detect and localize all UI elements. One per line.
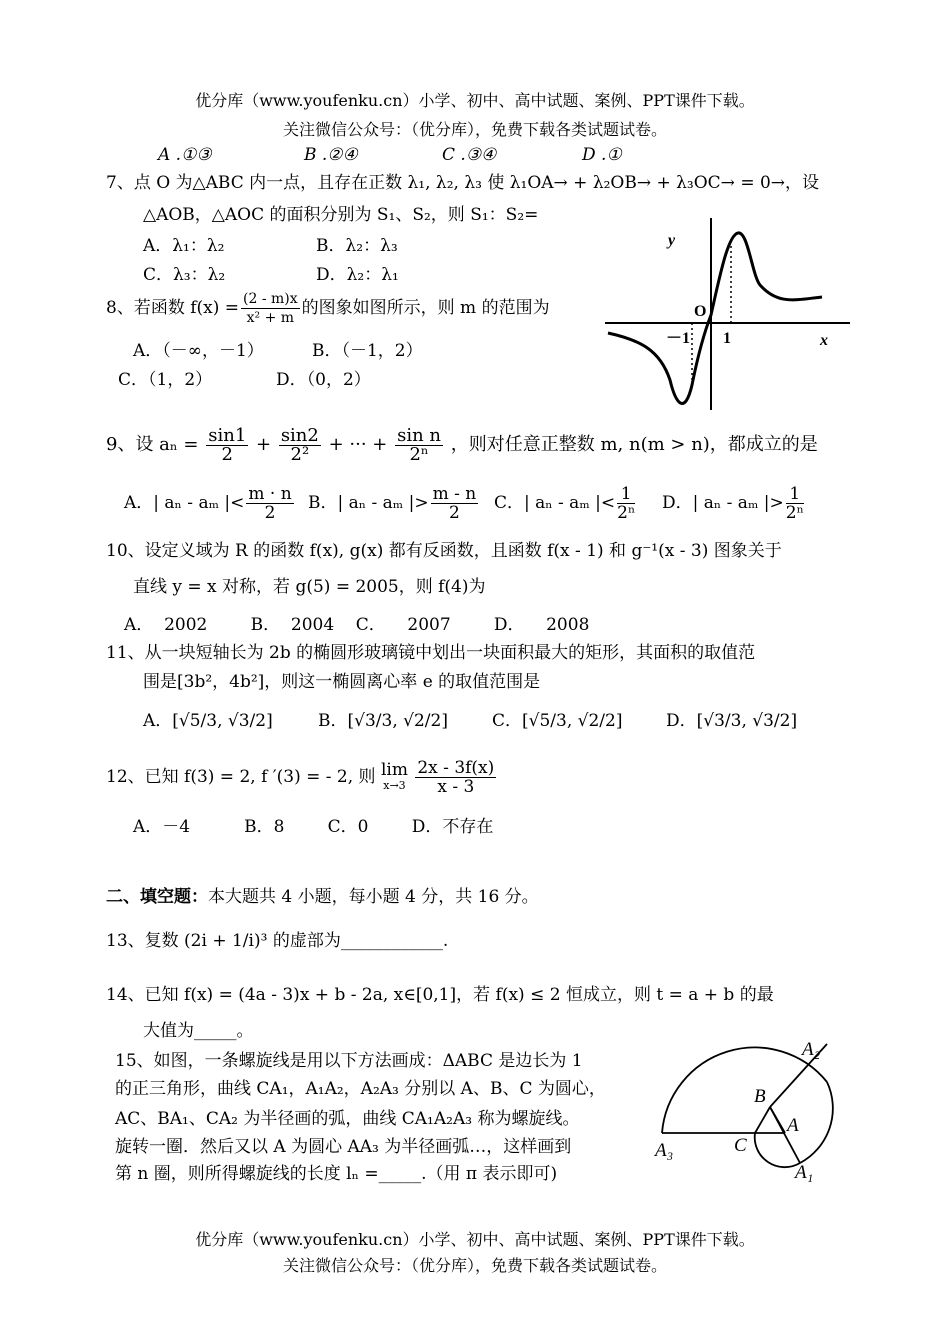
q9-term-2: [279, 424, 321, 465]
spiral-arc-a1a2: [800, 1082, 833, 1163]
q9-stem-pre: 9、设 aₙ =: [106, 434, 199, 455]
graph-pos1-label: 1: [723, 330, 731, 347]
triangle-cb: [755, 1107, 770, 1133]
q9-c-den: 2ⁿ: [617, 503, 636, 523]
q10-options: A． 2002 B． 2004 C． 2007 D． 2008: [124, 615, 590, 635]
q14-stem-line-1: 14、已知 f(x) = (4a - 3)x + b - 2a, x∈[0,1]，若 f(x) ≤ 2 恒成立，则 t = a + b 的最: [106, 985, 774, 1005]
q9-term-1: [206, 424, 248, 465]
q6-option-d: D .①: [582, 145, 622, 165]
q12-options: A．－4 B．8 C．0 D．不存在: [133, 817, 494, 837]
q9-stem: 9、设 aₙ = $\frac{\sin 1}{2}$ + $\frac{\sin 2}{\text{2²}}$ + ··· + $\frac{\text{sin n}}{\text{2ⁿ}}$ ，则对任意正整数 m, n(m > n)，都成立的是: [106, 424, 818, 465]
q9-b-den: 2: [449, 503, 460, 523]
q8-stem-pre: 8、若函数 f(x) =: [106, 298, 240, 318]
graph-x-label: x: [820, 332, 828, 349]
q9-term-1-num: sin1: [208, 424, 247, 446]
q9-b-pre: B．| aₙ - aₘ |>: [308, 493, 429, 513]
q8-stem: [106, 288, 550, 328]
label-c: C: [734, 1135, 747, 1156]
q9-d-den: 2ⁿ: [785, 503, 804, 523]
q10-stem-line-1: 10、设定义域为 R 的函数 f(x), g(x) 都有反函数，且函数 f(x - 1) 和 g⁻¹(x - 3) 图象关于: [106, 541, 782, 561]
section-2-title: 二、填空题：: [106, 887, 208, 907]
section-2-desc: 本大题共 4 小题，每小题 4 分，共 16 分。: [208, 887, 539, 907]
q12-stem-pre: 12、已知 f(3) = 2, f ′(3) = - 2, 则: [106, 767, 376, 787]
q8-fraction-num: (2 - m)x: [243, 291, 298, 307]
graph-neg1-label: －1: [666, 330, 691, 347]
q12-lim-text: lim: [380, 759, 408, 780]
q15-line-3: AC、BA₁、CA₂ 为半径画的弧，曲线 CA₁A₂A₃ 称为螺旋线。: [115, 1109, 580, 1129]
q8-stem-post: 的图象如图所示，则 m 的范围为: [301, 298, 550, 318]
q7-stem-line-2: △AOB，△AOC 的面积分别为 S₁、S₂，则 S₁：S₂=: [143, 205, 539, 225]
q9-option-a: [124, 478, 296, 528]
q7-option-d: D．λ₂：λ₁: [316, 265, 399, 285]
q9-term-2-den: 2²: [290, 443, 310, 465]
q9-term-n-den: 2ⁿ: [409, 443, 429, 465]
q9-d-frac: [786, 485, 804, 522]
q9-b-frac: [431, 485, 479, 522]
q9-term-n-num: sin n: [397, 424, 442, 446]
q9-c-pre: C．| aₙ - aₘ |<: [494, 493, 616, 513]
section-2-heading: [106, 886, 539, 908]
q9-option-b: [308, 478, 480, 528]
q7-option-c: C．λ₃：λ₂: [143, 265, 226, 285]
q11-stem-line-2: 围是[3b²，4b²]，则这一椭圆离心率 e 的取值范围是: [143, 672, 541, 692]
q12-stem: [106, 752, 498, 802]
label-a2: A₂: [802, 1039, 821, 1060]
q6-option-c: C .③④: [442, 145, 497, 165]
q14-stem-line-2: 大值为_____。: [143, 1021, 254, 1041]
q12-limit: [380, 759, 408, 794]
q9-term-2-num: sin2: [280, 424, 319, 446]
q15-line-5: 第 n 圈，则所得螺旋线的长度 lₙ =_____.（用 π 表示即可): [115, 1164, 558, 1184]
q9-c-frac: [617, 485, 635, 522]
q9-dots: + ··· +: [328, 434, 388, 455]
q13-pre: 13、复数: [106, 931, 179, 951]
q10-stem-line-2: 直线 y = x 对称，若 g(5) = 2005，则 f(4)为: [133, 577, 486, 597]
spiral-arc-a2a3: [662, 1047, 827, 1133]
label-a: A: [787, 1115, 799, 1136]
q15-line-2: 的正三角形，曲线 CA₁，A₁A₂，A₂A₃ 分别以 A、B、C 为圆心，: [115, 1079, 606, 1099]
q11-option-b: B．[√3/3, √2/2]: [318, 711, 448, 731]
graph-y-label: y: [668, 232, 676, 249]
q9-term-n: [395, 424, 443, 465]
q7-option-a: A．λ₁：λ₂: [143, 236, 225, 256]
q9-a-den: 2: [264, 503, 276, 523]
q11-option-a: A．[√5/3, √3/2]: [143, 711, 273, 731]
q12-fraction-num: 2x - 3f(x): [417, 758, 495, 778]
label-a3: A₃: [655, 1140, 674, 1161]
footer-line-2: 关注微信公众号：（优分库），免费下载各类试题试卷。: [282, 1256, 667, 1275]
q15-spiral-figure: [650, 1030, 850, 1190]
header-line-1: 优分库（www.youfenku.cn）小学、初中、高中试题、案例、PPT课件下载。: [195, 91, 755, 110]
q9-a-frac: [246, 485, 293, 522]
q8-fraction-den: x² + m: [246, 310, 295, 326]
q12-lim-sub: x→3: [383, 778, 406, 792]
q11-option-c: C．[√5/3, √2/2]: [492, 711, 623, 731]
q8-option-d: D．（0，2）: [276, 370, 371, 390]
q9-c-num: 1: [617, 485, 635, 504]
q9-b-num: m - n: [432, 484, 477, 504]
q9-d-num: 1: [786, 485, 804, 504]
q12-fraction-den: x - 3: [437, 777, 475, 797]
q12-fraction: [415, 759, 496, 796]
label-a1: A₁: [795, 1162, 814, 1183]
q13-body: (2i + 1/i)³: [184, 931, 268, 951]
q8-option-c: C．（1，2）: [118, 370, 213, 390]
q8-fraction: [241, 290, 300, 327]
q11-option-d: D．[√3/3, √3/2]: [666, 711, 798, 731]
q15-line-4: 旋转一圈．然后又以 A 为圆心 AA₃ 为半径画弧…，这样画到: [115, 1137, 572, 1157]
q13-post: 的虚部为____________.: [272, 931, 449, 951]
q9-option-c: [494, 478, 637, 528]
q9-option-d: [662, 478, 806, 528]
graph-origin-label: O: [694, 303, 707, 320]
graph-curve: [608, 233, 822, 404]
q7-stem-line-1: 7、点 O 为△ABC 内一点，且存在正数 λ₁, λ₂, λ₃ 使 λ₁OA→ + λ₂OB→ + λ₃OC→ = 0→，设: [106, 173, 820, 193]
label-b: B: [754, 1086, 766, 1107]
q9-term-1-den: 2: [221, 443, 233, 465]
q9-a-pre: A．| aₙ - aₘ |<: [124, 493, 245, 513]
q9-d-pre: D．| aₙ - aₘ |>: [662, 493, 784, 513]
q15-line-1: 15、如图，一条螺旋线是用以下方法画成：ΔABC 是边长为 1: [115, 1051, 583, 1071]
q6-option-a: A .①③: [158, 145, 212, 165]
q8-function-graph: [600, 215, 860, 415]
q6-option-b: B .②④: [304, 145, 358, 165]
q8-option-a: A．（－∞，－1）: [133, 341, 264, 361]
q8-option-b: B．（－1，2）: [312, 341, 423, 361]
q11-stem-line-1: 11、从一块短轴长为 2b 的椭圆形玻璃镜中划出一块面积最大的矩形，其面积的取值范: [106, 643, 756, 663]
q9-a-num: m · n: [248, 484, 292, 504]
header-line-2: 关注微信公众号：（优分库），免费下载各类试题试卷。: [282, 120, 667, 139]
q9-stem-post: ，则对任意正整数 m, n(m > n)，都成立的是: [450, 434, 818, 455]
footer-line-1: 优分库（www.youfenku.cn）小学、初中、高中试题、案例、PPT课件下载。: [195, 1230, 755, 1249]
q7-option-b: B．λ₂：λ₃: [316, 236, 398, 256]
q13-stem: [106, 930, 448, 952]
